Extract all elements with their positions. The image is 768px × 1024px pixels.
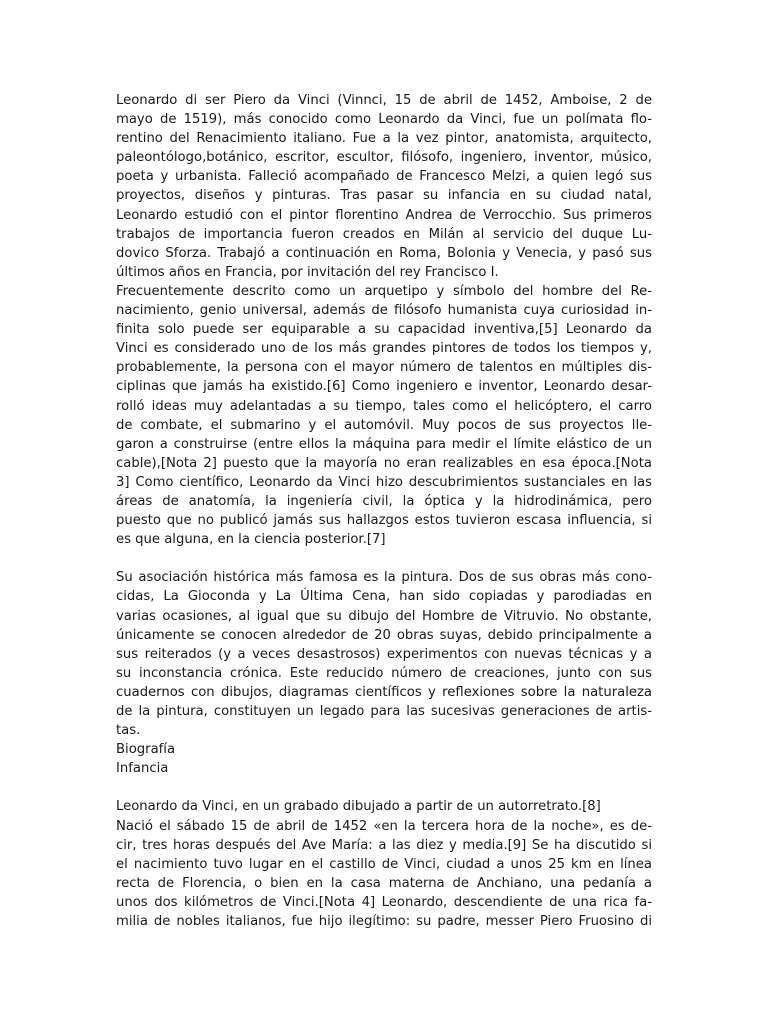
text-line: cable),[Nota 2] puesto que la mayoría no eran realizables en esa época.[Nota — [116, 455, 652, 471]
text-line: garon a construirse (entre ellos la máquina para medir el límite elástico de un — [116, 436, 652, 452]
text-line: últimos años en Francia, por invitación del rey Francisco I. — [116, 264, 499, 280]
text-line: 3] Como científico, Leonardo da Vinci hizo descubrimientos sustanciales en las — [116, 474, 652, 490]
heading-infancia: Infancia — [116, 761, 169, 777]
text-line: Nació el sábado 15 de abril de 1452 «en la tercera hora de la noche», es de- — [116, 818, 652, 834]
text-line: Vinci es considerado uno de los más grandes pintores de todos los tiempos y, — [116, 341, 652, 357]
text-line: puesto que no publicó jamás sus hallazgos estos tuvieron escasa influencia, si — [116, 513, 652, 529]
paragraph-spacer — [116, 549, 652, 568]
text-line: ciplinas que jamás ha existido.[6] Como ingeniero e inventor, Leonardo desar- — [116, 379, 652, 395]
image-caption: Leonardo da Vinci, en un grabado dibujado a partir de un autorretrato.[8] — [116, 799, 601, 815]
text-line: sus reiterados (y a veces desastrosos) experimentos con nuevas técnicas y a — [116, 646, 652, 662]
text-line: Leonardo di ser Piero da Vinci (Vinnci, 15 de abril de 1452, Amboise, 2 de — [116, 93, 652, 108]
text-line: recta de Florencia, o bien en la casa materna de Anchiano, una pedanía a — [116, 875, 652, 891]
text-line: el nacimiento tuvo lugar en el castillo de Vinci, ciudad a unos 25 km en línea — [116, 856, 652, 872]
text-line: es que alguna, en la ciencia posterior.[7] — [116, 532, 386, 548]
text-line: Leonardo estudió con el pintor florentino Andrea de Verrocchio. Sus primeros — [116, 207, 652, 223]
text-line: cidas, La Gioconda y La Última Cena, han sido copiadas y parodiadas en — [116, 589, 652, 605]
heading-biografia: Biografía — [116, 742, 176, 758]
text-line: tas. — [116, 723, 141, 739]
paragraph-genius — [116, 282, 652, 549]
text-line: únicamente se conocen alrededor de 20 obras suyas, debido principalmente a — [116, 627, 652, 643]
paragraph-spacer — [116, 778, 652, 797]
text-line: trabajos de importancia fueron creados en Milán al servicio del duque Lu- — [116, 226, 652, 242]
text-line: de la pintura, constituyen un legado para las sucesivas generaciones de artis- — [116, 704, 652, 719]
paragraph-birth — [116, 817, 652, 932]
text-line: mayo de 1519), más conocido como Leonardo da Vinci, fue un polímata flo- — [116, 112, 652, 128]
text-line: dovico Sforza. Trabajó a continuación en Roma, Bolonia y Venecia, y pasó sus — [116, 245, 652, 261]
text-line: Su asociación histórica más famosa es la pintura. Dos de sus obras más cono- — [116, 570, 652, 586]
text-line: probablemente, la persona con el mayor número de talentos en múltiples dis- — [116, 360, 652, 376]
text-line: cuadernos con dibujos, diagramas científicos y reflexiones sobre la naturaleza — [116, 684, 652, 700]
paragraph-painting — [116, 568, 652, 740]
text-line: proyectos, diseños y pinturas. Tras pasar su infancia en su ciudad natal, — [116, 188, 652, 204]
document-page — [116, 91, 652, 931]
text-line: de combate, el submarino y el automóvil. Muy pocos de sus proyectos lle- — [116, 417, 652, 433]
text-line: milia de nobles italianos, fue hijo ilegítimo: su padre, messer Piero Fruosino di — [116, 914, 652, 930]
text-line: varias ocasiones, al igual que su dibujo del Hombre de Vitruvio. No obstante, — [116, 608, 652, 624]
text-line: poeta y urbanista. Falleció acompañado de Francesco Melzi, a quien legó sus — [116, 169, 652, 185]
text-line: Frecuentemente descrito como un arquetipo y símbolo del hombre del Re- — [116, 283, 652, 299]
text-line: finita solo puede ser equiparable a su capacidad inventiva,[5] Leonardo da — [116, 322, 652, 338]
text-line: rolló ideas muy adelantadas a su tiempo, tales como el helicóptero, el carro — [116, 398, 652, 414]
text-line: unos dos kilómetros de Vinci.[Nota 4] Leonardo, descendiente de una rica fa- — [116, 894, 652, 910]
text-line: nacimiento, genio universal, además de filósofo humanista cuya curiosidad in- — [116, 303, 652, 319]
text-line: paleontólogo,botánico, escritor, escultor, filósofo, ingeniero, inventor, músico, — [116, 150, 652, 166]
text-line: rentino del Renacimiento italiano. Fue a la vez pintor, anatomista, arquitecto, — [116, 131, 652, 147]
text-line: cir, tres horas después del Ave María: a las diez y media.[9] Se ha discutido si — [116, 837, 652, 853]
paragraph-intro — [116, 91, 652, 282]
text-line: su inconstancia crónica. Este reducido número de creaciones, junto con sus — [116, 665, 652, 681]
text-line: áreas de anatomía, la ingeniería civil, la óptica y la hidrodinámica, pero — [116, 493, 652, 509]
